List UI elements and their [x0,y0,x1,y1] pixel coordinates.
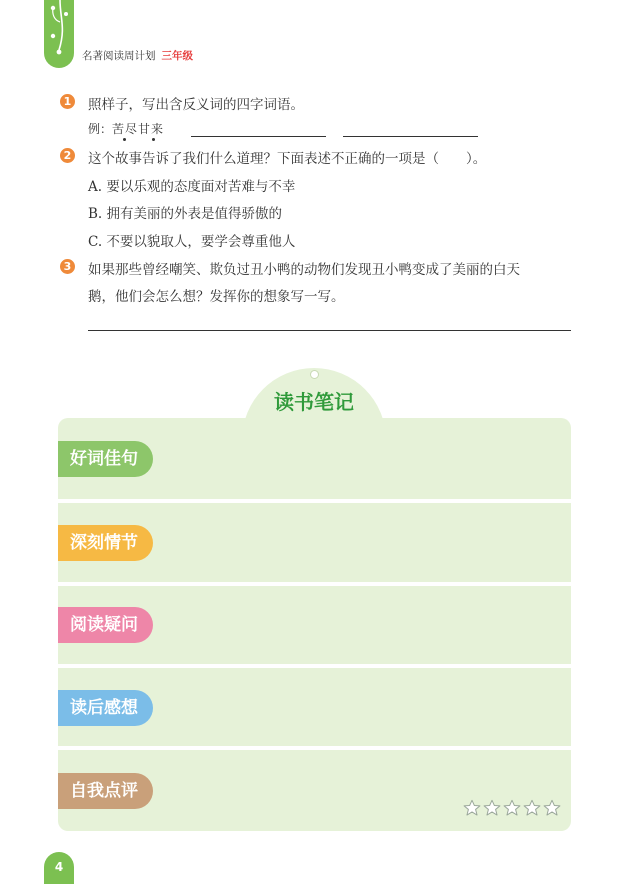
answer-blank-2[interactable] [343,136,478,137]
question-2-text: 这个故事告诉了我们什么道理？下面表述不正确的一项是（ ）。 [88,151,487,167]
section-divider [58,499,571,503]
question-3-text-line2: 鹅，他们会怎么想？发挥你的想象写一写。 [88,289,345,305]
book-plan-label: 名著阅读周计划 [82,50,156,62]
section-label-plot: 深刻情节 [58,525,153,561]
header-title [82,48,193,63]
star-icon[interactable] [523,799,541,817]
example-word: 苦尽甘来 [112,122,165,136]
rating-stars [463,799,561,817]
notes-hole-icon [310,370,319,379]
section-divider [58,582,571,586]
answer-line[interactable] [88,330,571,331]
section-divider [58,664,571,668]
question-1-example [88,120,164,137]
star-icon[interactable] [483,799,501,817]
star-icon[interactable] [463,799,481,817]
option-a: A. 要以乐观的态度面对苦难与不幸 [88,179,296,195]
question-number-1: 1 [60,94,75,109]
question-number-3: 3 [60,259,75,274]
example-label: 例： [88,122,113,136]
option-c: C. 不要以貌取人，要学会尊重他人 [88,234,296,250]
section-divider [58,746,571,750]
star-icon[interactable] [543,799,561,817]
answer-blank-1[interactable] [191,136,326,137]
grade-label: 三年级 [161,50,193,62]
question-number-2: 2 [60,148,75,163]
section-label-reflections: 读后感想 [58,690,153,726]
page-number: 4 [44,852,74,884]
option-b: B. 拥有美丽的外表是值得骄傲的 [88,206,283,222]
emphasis-dot [152,138,155,141]
emphasis-dot [123,138,126,141]
question-3-text-line1: 如果那些曾经嘲笑、欺负过丑小鸭的动物们发现丑小鸭变成了美丽的白天 [88,262,520,278]
section-label-questions: 阅读疑问 [58,607,153,643]
star-icon[interactable] [503,799,521,817]
header-tab [44,0,74,68]
notes-title: 读书笔记 [274,390,354,414]
vine-icon [44,0,74,68]
section-label-good-words: 好词佳句 [58,441,153,477]
section-label-self-review: 自我点评 [58,773,153,809]
question-1-text: 照样子，写出含反义词的四字词语。 [88,97,304,113]
